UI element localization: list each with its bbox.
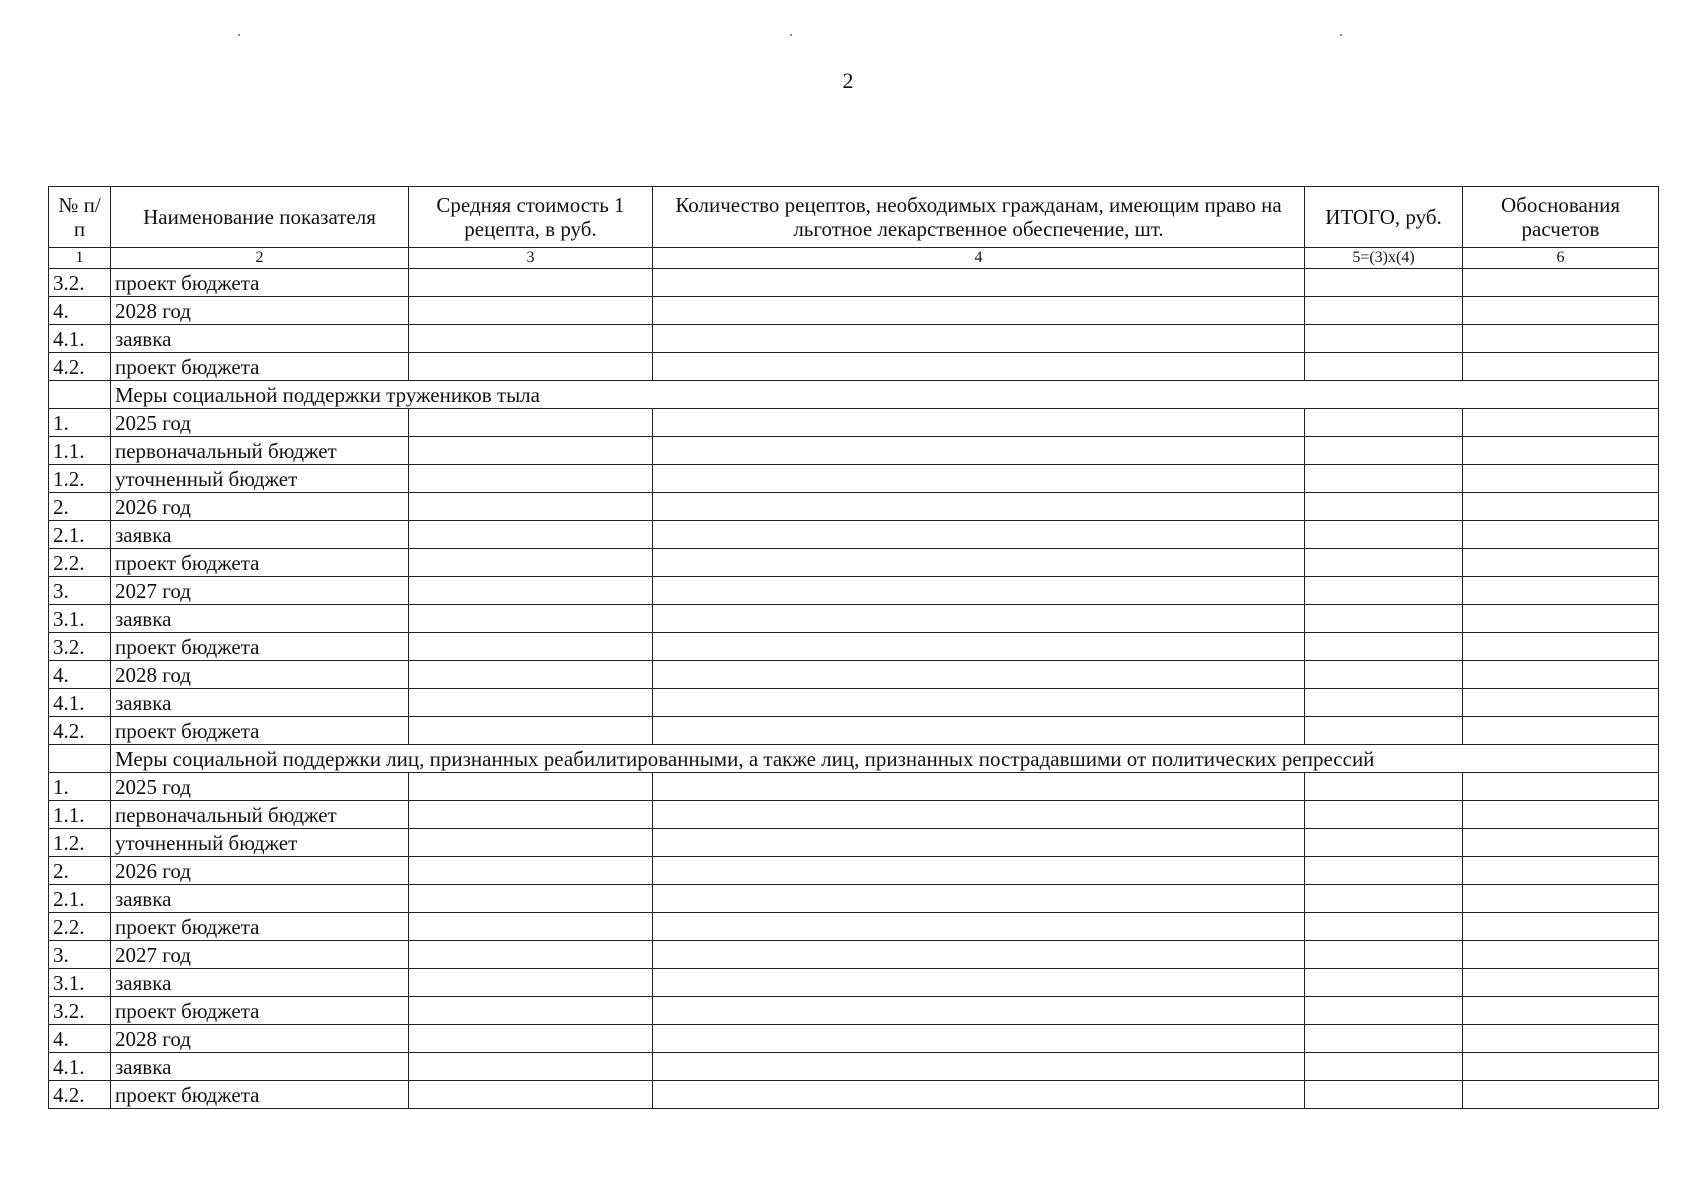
justification-cell xyxy=(1463,801,1659,829)
justification-cell xyxy=(1463,997,1659,1025)
row-number: 4.2. xyxy=(49,717,111,745)
justification-cell xyxy=(1463,857,1659,885)
section-title: Меры социальной поддержки лиц, признанных реабилитированными, а также лиц, признанных пострадавшими от политических репрессий xyxy=(111,745,1659,773)
table-row xyxy=(49,941,1659,969)
total-cell xyxy=(1305,801,1463,829)
row-number: 4. xyxy=(49,297,111,325)
total-cell xyxy=(1305,1053,1463,1081)
average-cost-cell xyxy=(409,661,653,689)
indicator-name: проект бюджета xyxy=(111,633,409,661)
average-cost-cell xyxy=(409,969,653,997)
row-number: 3. xyxy=(49,941,111,969)
average-cost-cell xyxy=(409,633,653,661)
table-row xyxy=(49,353,1659,381)
table-row xyxy=(49,857,1659,885)
total-cell xyxy=(1305,521,1463,549)
total-cell xyxy=(1305,549,1463,577)
total-cell xyxy=(1305,1081,1463,1109)
average-cost-cell xyxy=(409,885,653,913)
prescription-count-cell xyxy=(653,969,1305,997)
table-row xyxy=(49,969,1659,997)
justification-cell xyxy=(1463,689,1659,717)
column-number: 1 xyxy=(49,248,111,269)
total-cell xyxy=(1305,689,1463,717)
justification-cell xyxy=(1463,325,1659,353)
indicator-name: проект бюджета xyxy=(111,269,409,297)
header-indicator-name: Наименование показателя xyxy=(111,187,409,248)
table-row xyxy=(49,773,1659,801)
total-cell xyxy=(1305,913,1463,941)
indicator-name: первоначальный бюджет xyxy=(111,801,409,829)
row-number: 1. xyxy=(49,773,111,801)
row-number: 4. xyxy=(49,1025,111,1053)
prescription-count-cell xyxy=(653,857,1305,885)
average-cost-cell xyxy=(409,829,653,857)
justification-cell xyxy=(1463,549,1659,577)
prescription-count-cell xyxy=(653,465,1305,493)
table-row xyxy=(49,1025,1659,1053)
prescription-count-cell xyxy=(653,1053,1305,1081)
row-number-cell xyxy=(49,381,111,409)
total-cell xyxy=(1305,353,1463,381)
justification-cell xyxy=(1463,717,1659,745)
table-row xyxy=(49,297,1659,325)
justification-cell xyxy=(1463,829,1659,857)
indicator-name: заявка xyxy=(111,325,409,353)
prescription-count-cell xyxy=(653,549,1305,577)
section-row xyxy=(49,381,1659,409)
total-cell xyxy=(1305,997,1463,1025)
justification-cell xyxy=(1463,633,1659,661)
scan-speck xyxy=(238,34,240,36)
column-number-row xyxy=(49,248,1659,269)
column-number: 2 xyxy=(111,248,409,269)
row-number: 3.2. xyxy=(49,633,111,661)
table-row xyxy=(49,269,1659,297)
average-cost-cell xyxy=(409,1081,653,1109)
indicator-name: заявка xyxy=(111,969,409,997)
average-cost-cell xyxy=(409,689,653,717)
average-cost-cell xyxy=(409,437,653,465)
total-cell xyxy=(1305,437,1463,465)
prescription-count-cell xyxy=(653,689,1305,717)
row-number: 4.1. xyxy=(49,325,111,353)
table-row xyxy=(49,465,1659,493)
prescription-count-cell xyxy=(653,269,1305,297)
row-number: 4.2. xyxy=(49,353,111,381)
average-cost-cell xyxy=(409,717,653,745)
table-row xyxy=(49,829,1659,857)
average-cost-cell xyxy=(409,493,653,521)
justification-cell xyxy=(1463,1025,1659,1053)
table-row xyxy=(49,437,1659,465)
table-row xyxy=(49,1053,1659,1081)
row-number: 4.1. xyxy=(49,1053,111,1081)
row-number: 4.2. xyxy=(49,1081,111,1109)
table-row xyxy=(49,717,1659,745)
table-row xyxy=(49,549,1659,577)
prescription-count-cell xyxy=(653,633,1305,661)
prescription-count-cell xyxy=(653,521,1305,549)
scan-speck xyxy=(790,34,792,36)
total-cell xyxy=(1305,633,1463,661)
indicator-name: заявка xyxy=(111,885,409,913)
average-cost-cell xyxy=(409,269,653,297)
average-cost-cell xyxy=(409,801,653,829)
prescription-count-cell xyxy=(653,353,1305,381)
indicator-name: заявка xyxy=(111,689,409,717)
row-number: 1.2. xyxy=(49,465,111,493)
justification-cell xyxy=(1463,1053,1659,1081)
average-cost-cell xyxy=(409,549,653,577)
justification-cell xyxy=(1463,297,1659,325)
total-cell xyxy=(1305,885,1463,913)
prescription-count-cell xyxy=(653,997,1305,1025)
indicator-name: первоначальный бюджет xyxy=(111,437,409,465)
indicator-name: 2028 год xyxy=(111,297,409,325)
average-cost-cell xyxy=(409,465,653,493)
page-number: 2 xyxy=(842,68,854,93)
prescription-count-cell xyxy=(653,773,1305,801)
prescription-count-cell xyxy=(653,801,1305,829)
indicator-name: проект бюджета xyxy=(111,717,409,745)
column-number: 4 xyxy=(653,248,1305,269)
indicator-name: проект бюджета xyxy=(111,997,409,1025)
header-total: ИТОГО, руб. xyxy=(1305,187,1463,248)
prescription-count-cell xyxy=(653,829,1305,857)
total-cell xyxy=(1305,297,1463,325)
indicator-name: проект бюджета xyxy=(111,913,409,941)
justification-cell xyxy=(1463,941,1659,969)
table-header-row xyxy=(49,187,1659,248)
table-row xyxy=(49,1081,1659,1109)
total-cell xyxy=(1305,465,1463,493)
average-cost-cell xyxy=(409,353,653,381)
row-number: 3.1. xyxy=(49,969,111,997)
total-cell xyxy=(1305,409,1463,437)
total-cell xyxy=(1305,605,1463,633)
table-row xyxy=(49,521,1659,549)
section-title: Меры социальной поддержки тружеников тыла xyxy=(111,381,1659,409)
justification-cell xyxy=(1463,269,1659,297)
row-number: 4.1. xyxy=(49,689,111,717)
justification-cell xyxy=(1463,969,1659,997)
row-number: 2.1. xyxy=(49,521,111,549)
prescription-count-cell xyxy=(653,409,1305,437)
justification-cell xyxy=(1463,913,1659,941)
total-cell xyxy=(1305,325,1463,353)
table-row xyxy=(49,493,1659,521)
table-row xyxy=(49,801,1659,829)
prescription-count-cell xyxy=(653,297,1305,325)
prescription-count-cell xyxy=(653,885,1305,913)
scan-speck xyxy=(1340,34,1342,36)
header-average-cost: Средняя стоимость 1 рецепта, в руб. xyxy=(409,187,653,248)
prescription-count-cell xyxy=(653,1081,1305,1109)
prescription-count-cell xyxy=(653,605,1305,633)
prescription-count-cell xyxy=(653,717,1305,745)
row-number: 3.1. xyxy=(49,605,111,633)
indicator-name: проект бюджета xyxy=(111,1081,409,1109)
indicator-name: 2028 год xyxy=(111,1025,409,1053)
table-row xyxy=(49,661,1659,689)
average-cost-cell xyxy=(409,913,653,941)
justification-cell xyxy=(1463,437,1659,465)
total-cell xyxy=(1305,773,1463,801)
indicator-name: уточненный бюджет xyxy=(111,829,409,857)
average-cost-cell xyxy=(409,941,653,969)
total-cell xyxy=(1305,717,1463,745)
row-number: 4. xyxy=(49,661,111,689)
indicator-name: 2027 год xyxy=(111,577,409,605)
justification-cell xyxy=(1463,521,1659,549)
total-cell xyxy=(1305,829,1463,857)
total-cell xyxy=(1305,857,1463,885)
justification-cell xyxy=(1463,661,1659,689)
justification-cell xyxy=(1463,1081,1659,1109)
justification-cell xyxy=(1463,885,1659,913)
prescription-count-cell xyxy=(653,1025,1305,1053)
average-cost-cell xyxy=(409,521,653,549)
average-cost-cell xyxy=(409,409,653,437)
total-cell xyxy=(1305,269,1463,297)
row-number: 3.2. xyxy=(49,269,111,297)
row-number: 1.2. xyxy=(49,829,111,857)
table-row xyxy=(49,325,1659,353)
justification-cell xyxy=(1463,353,1659,381)
indicator-name: проект бюджета xyxy=(111,549,409,577)
row-number: 3. xyxy=(49,577,111,605)
justification-cell xyxy=(1463,605,1659,633)
average-cost-cell xyxy=(409,773,653,801)
total-cell xyxy=(1305,577,1463,605)
table-row xyxy=(49,633,1659,661)
table-row xyxy=(49,913,1659,941)
average-cost-cell xyxy=(409,605,653,633)
indicator-name: уточненный бюджет xyxy=(111,465,409,493)
table-row xyxy=(49,885,1659,913)
row-number: 1.1. xyxy=(49,437,111,465)
row-number: 1.1. xyxy=(49,801,111,829)
table-row xyxy=(49,689,1659,717)
column-number: 6 xyxy=(1463,248,1659,269)
total-cell xyxy=(1305,941,1463,969)
indicator-name: 2026 год xyxy=(111,493,409,521)
prescription-count-cell xyxy=(653,437,1305,465)
total-cell xyxy=(1305,969,1463,997)
average-cost-cell xyxy=(409,325,653,353)
indicator-name: заявка xyxy=(111,1053,409,1081)
row-number: 2.2. xyxy=(49,549,111,577)
row-number: 1. xyxy=(49,409,111,437)
table-row xyxy=(49,409,1659,437)
header-number: № п/п xyxy=(49,187,111,248)
row-number: 2. xyxy=(49,857,111,885)
indicator-name: заявка xyxy=(111,521,409,549)
average-cost-cell xyxy=(409,1025,653,1053)
justification-cell xyxy=(1463,409,1659,437)
prescription-count-cell xyxy=(653,325,1305,353)
indicator-name: 2025 год xyxy=(111,409,409,437)
average-cost-cell xyxy=(409,857,653,885)
total-cell xyxy=(1305,661,1463,689)
budget-table xyxy=(48,186,1659,1109)
justification-cell xyxy=(1463,577,1659,605)
indicator-name: проект бюджета xyxy=(111,353,409,381)
justification-cell xyxy=(1463,493,1659,521)
column-number: 3 xyxy=(409,248,653,269)
row-number: 3.2. xyxy=(49,997,111,1025)
row-number: 2. xyxy=(49,493,111,521)
indicator-name: 2026 год xyxy=(111,857,409,885)
average-cost-cell xyxy=(409,577,653,605)
row-number-cell xyxy=(49,745,111,773)
table-row xyxy=(49,577,1659,605)
average-cost-cell xyxy=(409,297,653,325)
table-row xyxy=(49,605,1659,633)
column-number: 5=(3)х(4) xyxy=(1305,248,1463,269)
indicator-name: 2028 год xyxy=(111,661,409,689)
indicator-name: 2025 год xyxy=(111,773,409,801)
prescription-count-cell xyxy=(653,913,1305,941)
prescription-count-cell xyxy=(653,493,1305,521)
total-cell xyxy=(1305,493,1463,521)
row-number: 2.2. xyxy=(49,913,111,941)
justification-cell xyxy=(1463,773,1659,801)
header-justification: Обоснования расчетов xyxy=(1463,187,1659,248)
row-number: 2.1. xyxy=(49,885,111,913)
section-row xyxy=(49,745,1659,773)
table-row xyxy=(49,997,1659,1025)
indicator-name: 2027 год xyxy=(111,941,409,969)
prescription-count-cell xyxy=(653,661,1305,689)
indicator-name: заявка xyxy=(111,605,409,633)
average-cost-cell xyxy=(409,997,653,1025)
average-cost-cell xyxy=(409,1053,653,1081)
prescription-count-cell xyxy=(653,941,1305,969)
prescription-count-cell xyxy=(653,577,1305,605)
total-cell xyxy=(1305,1025,1463,1053)
justification-cell xyxy=(1463,465,1659,493)
header-prescription-count: Количество рецептов, необходимых гражданам, имеющим право на льготное лекарственное обеспечение, шт. xyxy=(653,187,1305,248)
